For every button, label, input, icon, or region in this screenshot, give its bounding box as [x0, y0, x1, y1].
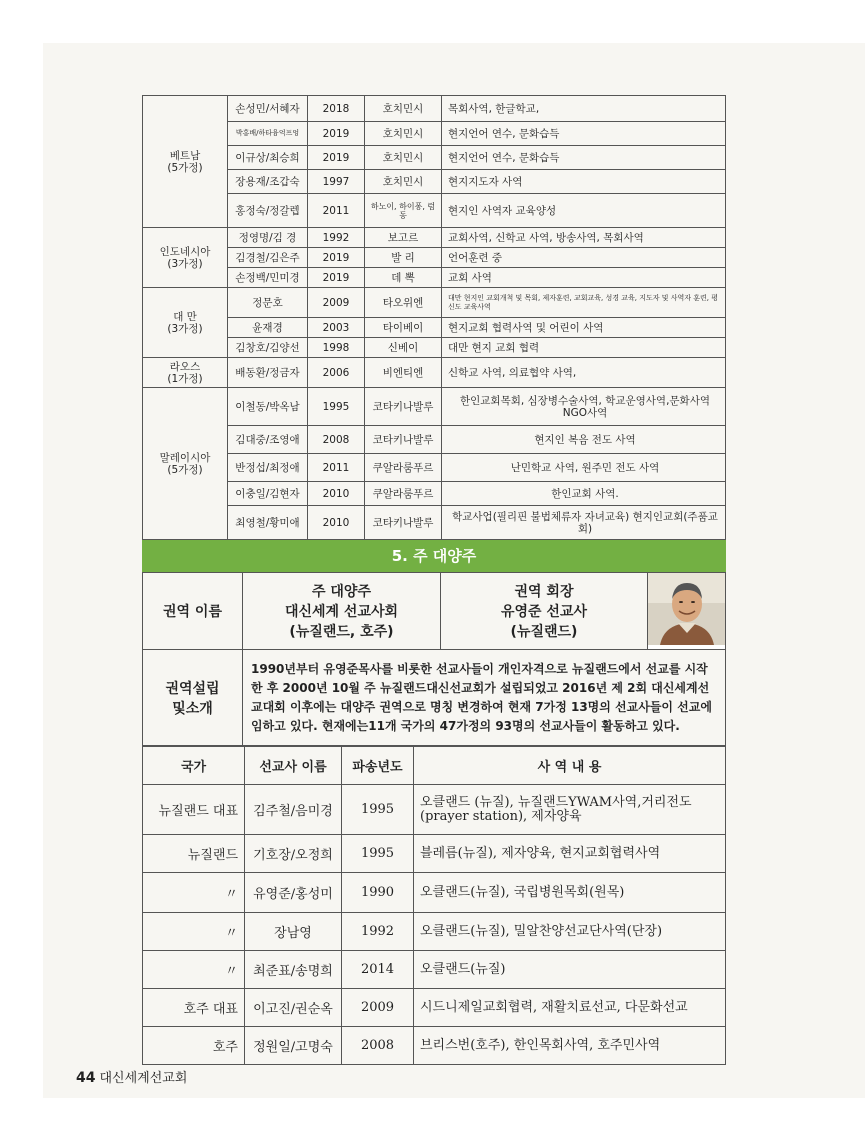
dispatch-year: 2018 — [308, 96, 365, 122]
missionary-name: 장남영 — [245, 913, 342, 951]
dispatch-year: 2019 — [308, 248, 365, 268]
ministry-description: 시드니제일교회협력, 재활치료선교, 다문화선교 — [414, 989, 726, 1027]
missionary-name: 장용재/조갑숙 — [228, 170, 308, 194]
ministry-description: 목회사역, 한글학교, — [442, 96, 726, 122]
ministry-description: 오클랜드 (뉴질), 뉴질랜드YWAM사역,거리전도 (prayer station), 제자양육 — [414, 785, 726, 835]
table-row — [143, 170, 726, 194]
missionary-name: 김주철/음미경 — [245, 785, 342, 835]
table-row — [143, 248, 726, 268]
country-cell: 뉴질랜드 — [143, 835, 245, 873]
ministry-description: 현지언어 연수, 문화습득 — [442, 146, 726, 170]
dispatch-year: 1992 — [342, 913, 414, 951]
intro-label: 권역설립 및소개 — [143, 650, 243, 746]
ministry-description: 신학교 사역, 의료협약 사역, — [442, 358, 726, 388]
dispatch-year: 2009 — [308, 288, 365, 318]
dispatch-year: 1997 — [308, 170, 365, 194]
table-row — [143, 873, 726, 913]
header-year: 파송년도 — [342, 747, 414, 785]
dispatch-year: 1995 — [308, 388, 365, 426]
publication-title: 대신세계선교회 — [99, 1071, 188, 1086]
city: 코타키나발루 — [365, 506, 442, 540]
dispatch-year: 1995 — [342, 835, 414, 873]
dispatch-year: 2011 — [308, 454, 365, 482]
city: 코타키나발루 — [365, 388, 442, 426]
ministry-description: 대만 현지인 교회개척 및 목회, 제자훈련, 교회교육, 성경 교육, 지도자 및 사역자 훈련, 평신도 교육사역 — [442, 288, 726, 318]
dispatch-year: 2010 — [308, 506, 365, 540]
table-row — [143, 338, 726, 358]
missionary-name: 유영준/홍성미 — [245, 873, 342, 913]
country-cell: 베트남 (5가정) — [143, 96, 228, 228]
city: 타오위엔 — [365, 288, 442, 318]
missionary-name: 이철동/박옥남 — [228, 388, 308, 426]
missionary-name: 최준표/송명희 — [245, 951, 342, 989]
table-row — [143, 482, 726, 506]
ministry-description: 대만 현지 교회 협력 — [442, 338, 726, 358]
dispatch-year: 2019 — [308, 122, 365, 146]
city: 하노이, 하이퐁, 럼동 — [365, 194, 442, 228]
table-row — [143, 228, 726, 248]
section-title: 5. 주 대양주 — [142, 540, 726, 572]
table-row — [143, 288, 726, 318]
country-cell: 라오스 (1가정) — [143, 358, 228, 388]
table-row — [143, 1027, 726, 1065]
table-row — [143, 989, 726, 1027]
ministry-description: 교회사역, 신학교 사역, 방송사역, 목회사역 — [442, 228, 726, 248]
missionary-name: 김대중/조영애 — [228, 426, 308, 454]
city: 타이베이 — [365, 318, 442, 338]
city: 보고르 — [365, 228, 442, 248]
city: 쿠알라룸푸르 — [365, 482, 442, 506]
city: 데 뽁 — [365, 268, 442, 288]
table-row — [143, 146, 726, 170]
ministry-description: 블레름(뉴질), 제자양육, 현지교회협력사역 — [414, 835, 726, 873]
country-cell: 호주 대표 — [143, 989, 245, 1027]
page-content — [142, 95, 726, 1065]
dispatch-year: 2009 — [342, 989, 414, 1027]
city: 호치민시 — [365, 96, 442, 122]
country-cell: 호주 — [143, 1027, 245, 1065]
ministry-description: 한인교회목회, 심장병수술사역, 학교운영사역,문화사역 NGO사역 — [442, 388, 726, 426]
missionary-name: 박홍배/하타융억프엉 — [228, 122, 308, 146]
missionary-name: 기호장/오정희 — [245, 835, 342, 873]
missionary-name: 정원일/고명숙 — [245, 1027, 342, 1065]
ministry-description: 학교사업(필리핀 불법체류자 자녀교육) 현지인교회(주품교회) — [442, 506, 726, 540]
header-name: 선교사 이름 — [245, 747, 342, 785]
city: 비엔티엔 — [365, 358, 442, 388]
table-row — [143, 318, 726, 338]
city: 쿠알라룸푸르 — [365, 454, 442, 482]
dispatch-year: 1995 — [342, 785, 414, 835]
table-row — [143, 358, 726, 388]
city: 호치민시 — [365, 170, 442, 194]
ministry-description: 교회 사역 — [442, 268, 726, 288]
dispatch-year: 2014 — [342, 951, 414, 989]
region-head: 권역 회장 유영준 선교사 (뉴질랜드) — [441, 573, 648, 650]
table-row — [143, 951, 726, 989]
portrait-photo — [648, 573, 726, 645]
missionary-name: 손성민/서혜자 — [228, 96, 308, 122]
table-row — [143, 913, 726, 951]
region-head-photo — [648, 573, 726, 650]
city: 호치민시 — [365, 122, 442, 146]
dispatch-year: 2006 — [308, 358, 365, 388]
table-row — [143, 454, 726, 482]
page-number: 44 — [76, 1070, 96, 1086]
city: 신베이 — [365, 338, 442, 358]
missionary-name: 손정백/민미경 — [228, 268, 308, 288]
country-cell: 〃 — [143, 951, 245, 989]
header-description: 사 역 내 용 — [414, 747, 726, 785]
missionary-name: 반정섭/최정애 — [228, 454, 308, 482]
dispatch-year: 2011 — [308, 194, 365, 228]
ministry-description: 현지지도자 사역 — [442, 170, 726, 194]
table-row — [143, 506, 726, 540]
region-intro-text: 1990년부터 유영준목사를 비롯한 선교사들이 개인자격으로 뉴질랜드에서 선교를 시작한 후 2000년 10월 주 뉴질랜드대신선교회가 설립되었고 2016년 제 2회 대신세계선교대회 이후에는 대양주 권역으로 명칭 변경하여 현재 7가정 13명의 선교사들이 선교에 임하고 있다. 현재에는11개 국가의 47가정의 93명의 선교사들이 활동하고 있다. — [243, 650, 726, 746]
dispatch-year: 1990 — [342, 873, 414, 913]
table-row — [143, 835, 726, 873]
country-cell: 대 만 (3가정) — [143, 288, 228, 358]
missionary-name: 김경철/김은주 — [228, 248, 308, 268]
ministry-description: 현지인 사역자 교육양성 — [442, 194, 726, 228]
header-country: 국가 — [143, 747, 245, 785]
dispatch-year: 1992 — [308, 228, 365, 248]
table-row — [143, 122, 726, 146]
ministry-description: 현지언어 연수, 문화습득 — [442, 122, 726, 146]
table-row — [143, 785, 726, 835]
country-cell: 말레이시아 (5가정) — [143, 388, 228, 540]
missionary-table-asia — [142, 95, 726, 540]
dispatch-year: 2010 — [308, 482, 365, 506]
city: 호치민시 — [365, 146, 442, 170]
dispatch-year: 2003 — [308, 318, 365, 338]
table-row — [143, 388, 726, 426]
missionary-name: 정영명/김 경 — [228, 228, 308, 248]
table-row — [143, 426, 726, 454]
table-row — [143, 96, 726, 122]
dispatch-year: 2008 — [308, 426, 365, 454]
missionary-name: 윤재경 — [228, 318, 308, 338]
ministry-description: 오클랜드(뉴질) — [414, 951, 726, 989]
city: 발 리 — [365, 248, 442, 268]
ministry-description: 현지교회 협력사역 및 어린이 사역 — [442, 318, 726, 338]
ministry-description: 브리스번(호주), 한인목회사역, 호주민사역 — [414, 1027, 726, 1065]
country-cell: 〃 — [143, 873, 245, 913]
region-name-label: 권역 이름 — [143, 573, 243, 650]
missionary-table-oceania — [142, 746, 726, 1065]
ministry-description: 오클랜드(뉴질), 밀알찬양선교단사역(단장) — [414, 913, 726, 951]
ministry-description: 난민학교 사역, 원주민 전도 사역 — [442, 454, 726, 482]
country-cell: 〃 — [143, 913, 245, 951]
missionary-name: 최영철/황미애 — [228, 506, 308, 540]
country-cell: 뉴질랜드 대표 — [143, 785, 245, 835]
region-info-table — [142, 572, 726, 746]
dispatch-year: 2019 — [308, 268, 365, 288]
country-cell: 인도네시아 (3가정) — [143, 228, 228, 288]
table-row — [143, 194, 726, 228]
missionary-name: 정문호 — [228, 288, 308, 318]
missionary-name: 배동환/정금자 — [228, 358, 308, 388]
missionary-name: 김창호/김양선 — [228, 338, 308, 358]
ministry-description: 언어훈련 중 — [442, 248, 726, 268]
page-footer — [76, 1067, 187, 1086]
city: 코타키나발루 — [365, 426, 442, 454]
ministry-description: 한인교회 사역. — [442, 482, 726, 506]
table-row — [143, 268, 726, 288]
missionary-name: 이충일/김현자 — [228, 482, 308, 506]
ministry-description: 현지인 복음 전도 사역 — [442, 426, 726, 454]
dispatch-year: 2008 — [342, 1027, 414, 1065]
region-name: 주 대양주 대신세계 선교사회 (뉴질랜드, 호주) — [243, 573, 441, 650]
missionary-name: 이고진/권순옥 — [245, 989, 342, 1027]
ministry-description: 오클랜드(뉴질), 국립병원목회(원목) — [414, 873, 726, 913]
dispatch-year: 2019 — [308, 146, 365, 170]
dispatch-year: 1998 — [308, 338, 365, 358]
missionary-name: 홍정숙/정갈렙 — [228, 194, 308, 228]
missionary-name: 이규상/최승희 — [228, 146, 308, 170]
